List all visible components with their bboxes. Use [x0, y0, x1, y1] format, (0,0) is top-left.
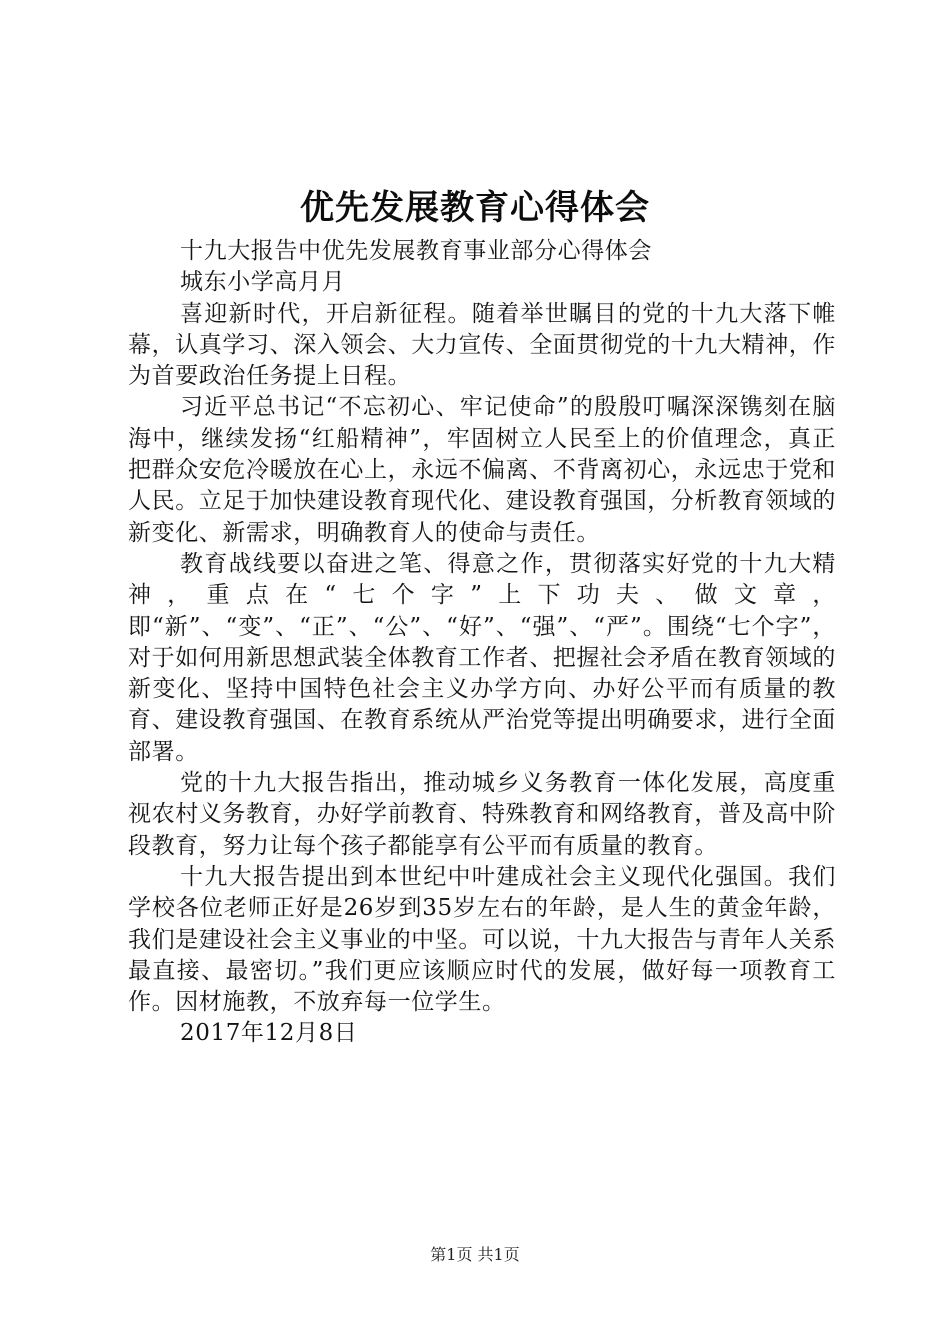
paragraph-1: 喜迎新时代，开启新征程。随着举世瞩目的党的十九大落下帷幕，认真学习、深入领会、大力宣传、全面贯彻党的十九大精神，作为首要政治任务提上日程。: [128, 300, 836, 390]
paragraph-2: 习近平总书记“不忘初心、牢记使命”的殷殷叮嘱深深镌刻在脑海中，继续发扬“红船精神”，牢固树立人民至上的价值理念，真正把群众安危冷暖放在心上，永远不偏离、不背离初心，永远忠于党和人民。立足于加快建设教育现代化、建设教育强国，分析教育领域的新变化、新需求，明确教育人的使命与责任。: [128, 394, 836, 546]
document-author: 城东小学高月月: [180, 269, 346, 296]
paragraph-5: 十九大报告提出到本世纪中叶建成社会主义现代化强国。我们学校各位老师正好是26岁到35岁左右的年龄，是人生的黄金年龄，我们是建设社会主义事业的中坚。可以说，十九大报告与青年人关系最直接、最密切。”我们更应该顺应时代的发展，做好每一项教育工作。因材施教，不放弃每一位学生。: [128, 863, 836, 1016]
document-body: [128, 236, 836, 1050]
document-date: 2017年12月8日: [180, 1020, 358, 1047]
document-subtitle: 十九大报告中优先发展教育事业部分心得体会: [180, 238, 652, 264]
page-footer: 第1页 共1页: [430, 1245, 520, 1264]
paragraph-3: 教育战线要以奋进之笔、得意之作，贯彻落实好党的十九大精神，重点在“七个字”上下功夫、做文章，即“新”、“变”、“正”、“公”、“好”、“强”、“严”。围绕“七个字”，对于如何用新思想武装全体教育工作者、把握社会矛盾在教育领域的新变化、坚持中国特色社会主义办学方向、办好公平而有质量的教育、建设教育强国、在教育系统从严治党等提出明确要求，进行全面部署。: [128, 550, 836, 765]
document-title: 优先发展教育心得体会: [300, 188, 650, 228]
paragraph-4: 党的十九大报告指出，推动城乡义务教育一体化发展，高度重视农村义务教育，办好学前教育、特殊教育和网络教育，普及高中阶段教育，努力让每个孩子都能享有公平而有质量的教育。: [128, 770, 836, 859]
